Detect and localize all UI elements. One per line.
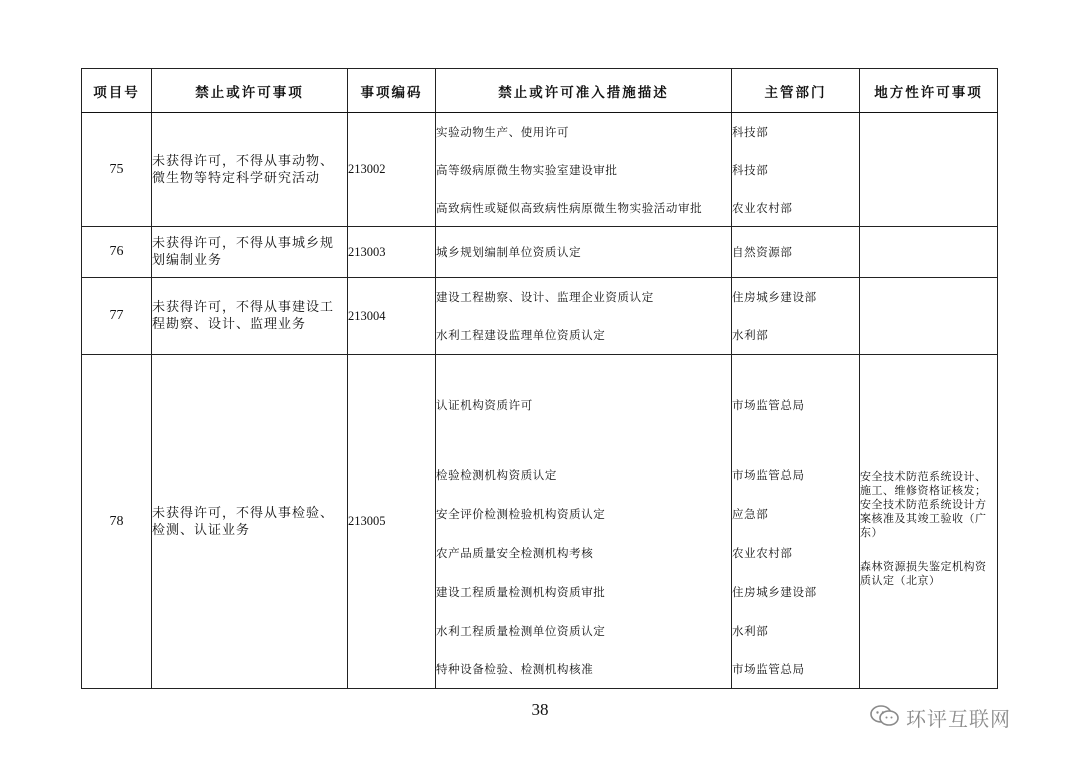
- local-item: 安全技术防范系统设计、施工、维修资格证核发；安全技术防范系统设计方案核准及其竣工验收（广东）: [860, 469, 987, 539]
- measure-desc: 特种设备检验、检测机构核准: [436, 662, 594, 676]
- header-local-item: 地方性许可事项: [860, 69, 998, 113]
- header-measure-desc: 禁止或许可准入措施描述: [436, 69, 732, 113]
- item-number: 77: [82, 278, 152, 355]
- item-code: 213004: [348, 278, 436, 355]
- department: 水利部: [732, 623, 769, 638]
- department-cell: [732, 113, 860, 227]
- measure-desc: 城乡规划编制单位资质认定: [436, 245, 582, 259]
- header-item: 禁止或许可事项: [152, 69, 348, 113]
- measure-desc-cell: [436, 278, 732, 355]
- measure-desc: 建设工程质量检测机构资质审批: [436, 584, 606, 599]
- permit-table: [81, 68, 998, 689]
- item-number: 78: [82, 355, 152, 689]
- measure-desc: 认证机构资质许可: [436, 398, 533, 412]
- department: 市场监管总局: [732, 467, 805, 482]
- department: 农业农村部: [732, 200, 793, 215]
- watermark-text: 环评互联网: [906, 707, 1011, 731]
- measure-desc: 实验动物生产、使用许可: [436, 125, 570, 139]
- local-item-cell: [860, 278, 998, 355]
- measure-desc-cell: [436, 113, 732, 227]
- item-code: 213002: [348, 113, 436, 227]
- wechat-icon: [870, 704, 900, 732]
- local-item-cell: [860, 355, 998, 689]
- item-code: 213005: [348, 355, 436, 689]
- item-text: 未获得许可，不得从事建设工程勘察、设计、监理业务: [152, 278, 348, 355]
- item-number: 75: [82, 113, 152, 227]
- department: 科技部: [732, 125, 769, 139]
- measure-desc: 水利工程质量检测单位资质认定: [436, 623, 606, 638]
- header-row: [82, 69, 998, 113]
- measure-desc: 高致病性或疑似高致病性病原微生物实验活动审批: [436, 200, 703, 215]
- department-cell: [732, 227, 860, 278]
- department: 科技部: [732, 163, 769, 177]
- table-row: [82, 113, 998, 227]
- local-item-cell: [860, 113, 998, 227]
- department: 农业农村部: [732, 545, 793, 560]
- measure-desc: 检验检测机构资质认定: [436, 467, 557, 482]
- department: 市场监管总局: [732, 398, 805, 412]
- department-cell: [732, 278, 860, 355]
- item-code: 213003: [348, 227, 436, 278]
- local-item: 森林资源损失鉴定机构资质认定（北京）: [860, 559, 987, 587]
- department: 市场监管总局: [732, 662, 805, 676]
- header-code: 事项编码: [348, 69, 436, 113]
- table-row: [82, 355, 998, 689]
- item-text: 未获得许可，不得从事检验、检测、认证业务: [152, 355, 348, 689]
- table-row: [82, 227, 998, 278]
- table-row: [82, 278, 998, 355]
- item-text: 未获得许可，不得从事动物、微生物等特定科学研究活动: [152, 113, 348, 227]
- department: 自然资源部: [732, 245, 793, 259]
- department-cell: [732, 355, 860, 689]
- department: 水利部: [732, 328, 769, 342]
- department: 住房城乡建设部: [732, 584, 817, 599]
- measure-desc: 建设工程勘察、设计、监理企业资质认定: [436, 290, 654, 304]
- item-number: 76: [82, 227, 152, 278]
- measure-desc: 水利工程建设监理单位资质认定: [436, 328, 606, 342]
- watermark: [870, 703, 1011, 732]
- department: 应急部: [732, 506, 769, 521]
- measure-desc: 农产品质量安全检测机构考核: [436, 545, 594, 560]
- page-number: 38: [531, 700, 549, 719]
- department: 住房城乡建设部: [732, 290, 817, 304]
- measure-desc: 安全评价检测检验机构资质认定: [436, 506, 606, 521]
- header-item-number: 项目号: [82, 69, 152, 113]
- local-item-cell: [860, 227, 998, 278]
- item-text: 未获得许可，不得从事城乡规划编制业务: [152, 227, 348, 278]
- measure-desc-cell: [436, 227, 732, 278]
- header-department: 主管部门: [732, 69, 860, 113]
- measure-desc-cell: [436, 355, 732, 689]
- measure-desc: 高等级病原微生物实验室建设审批: [436, 163, 618, 177]
